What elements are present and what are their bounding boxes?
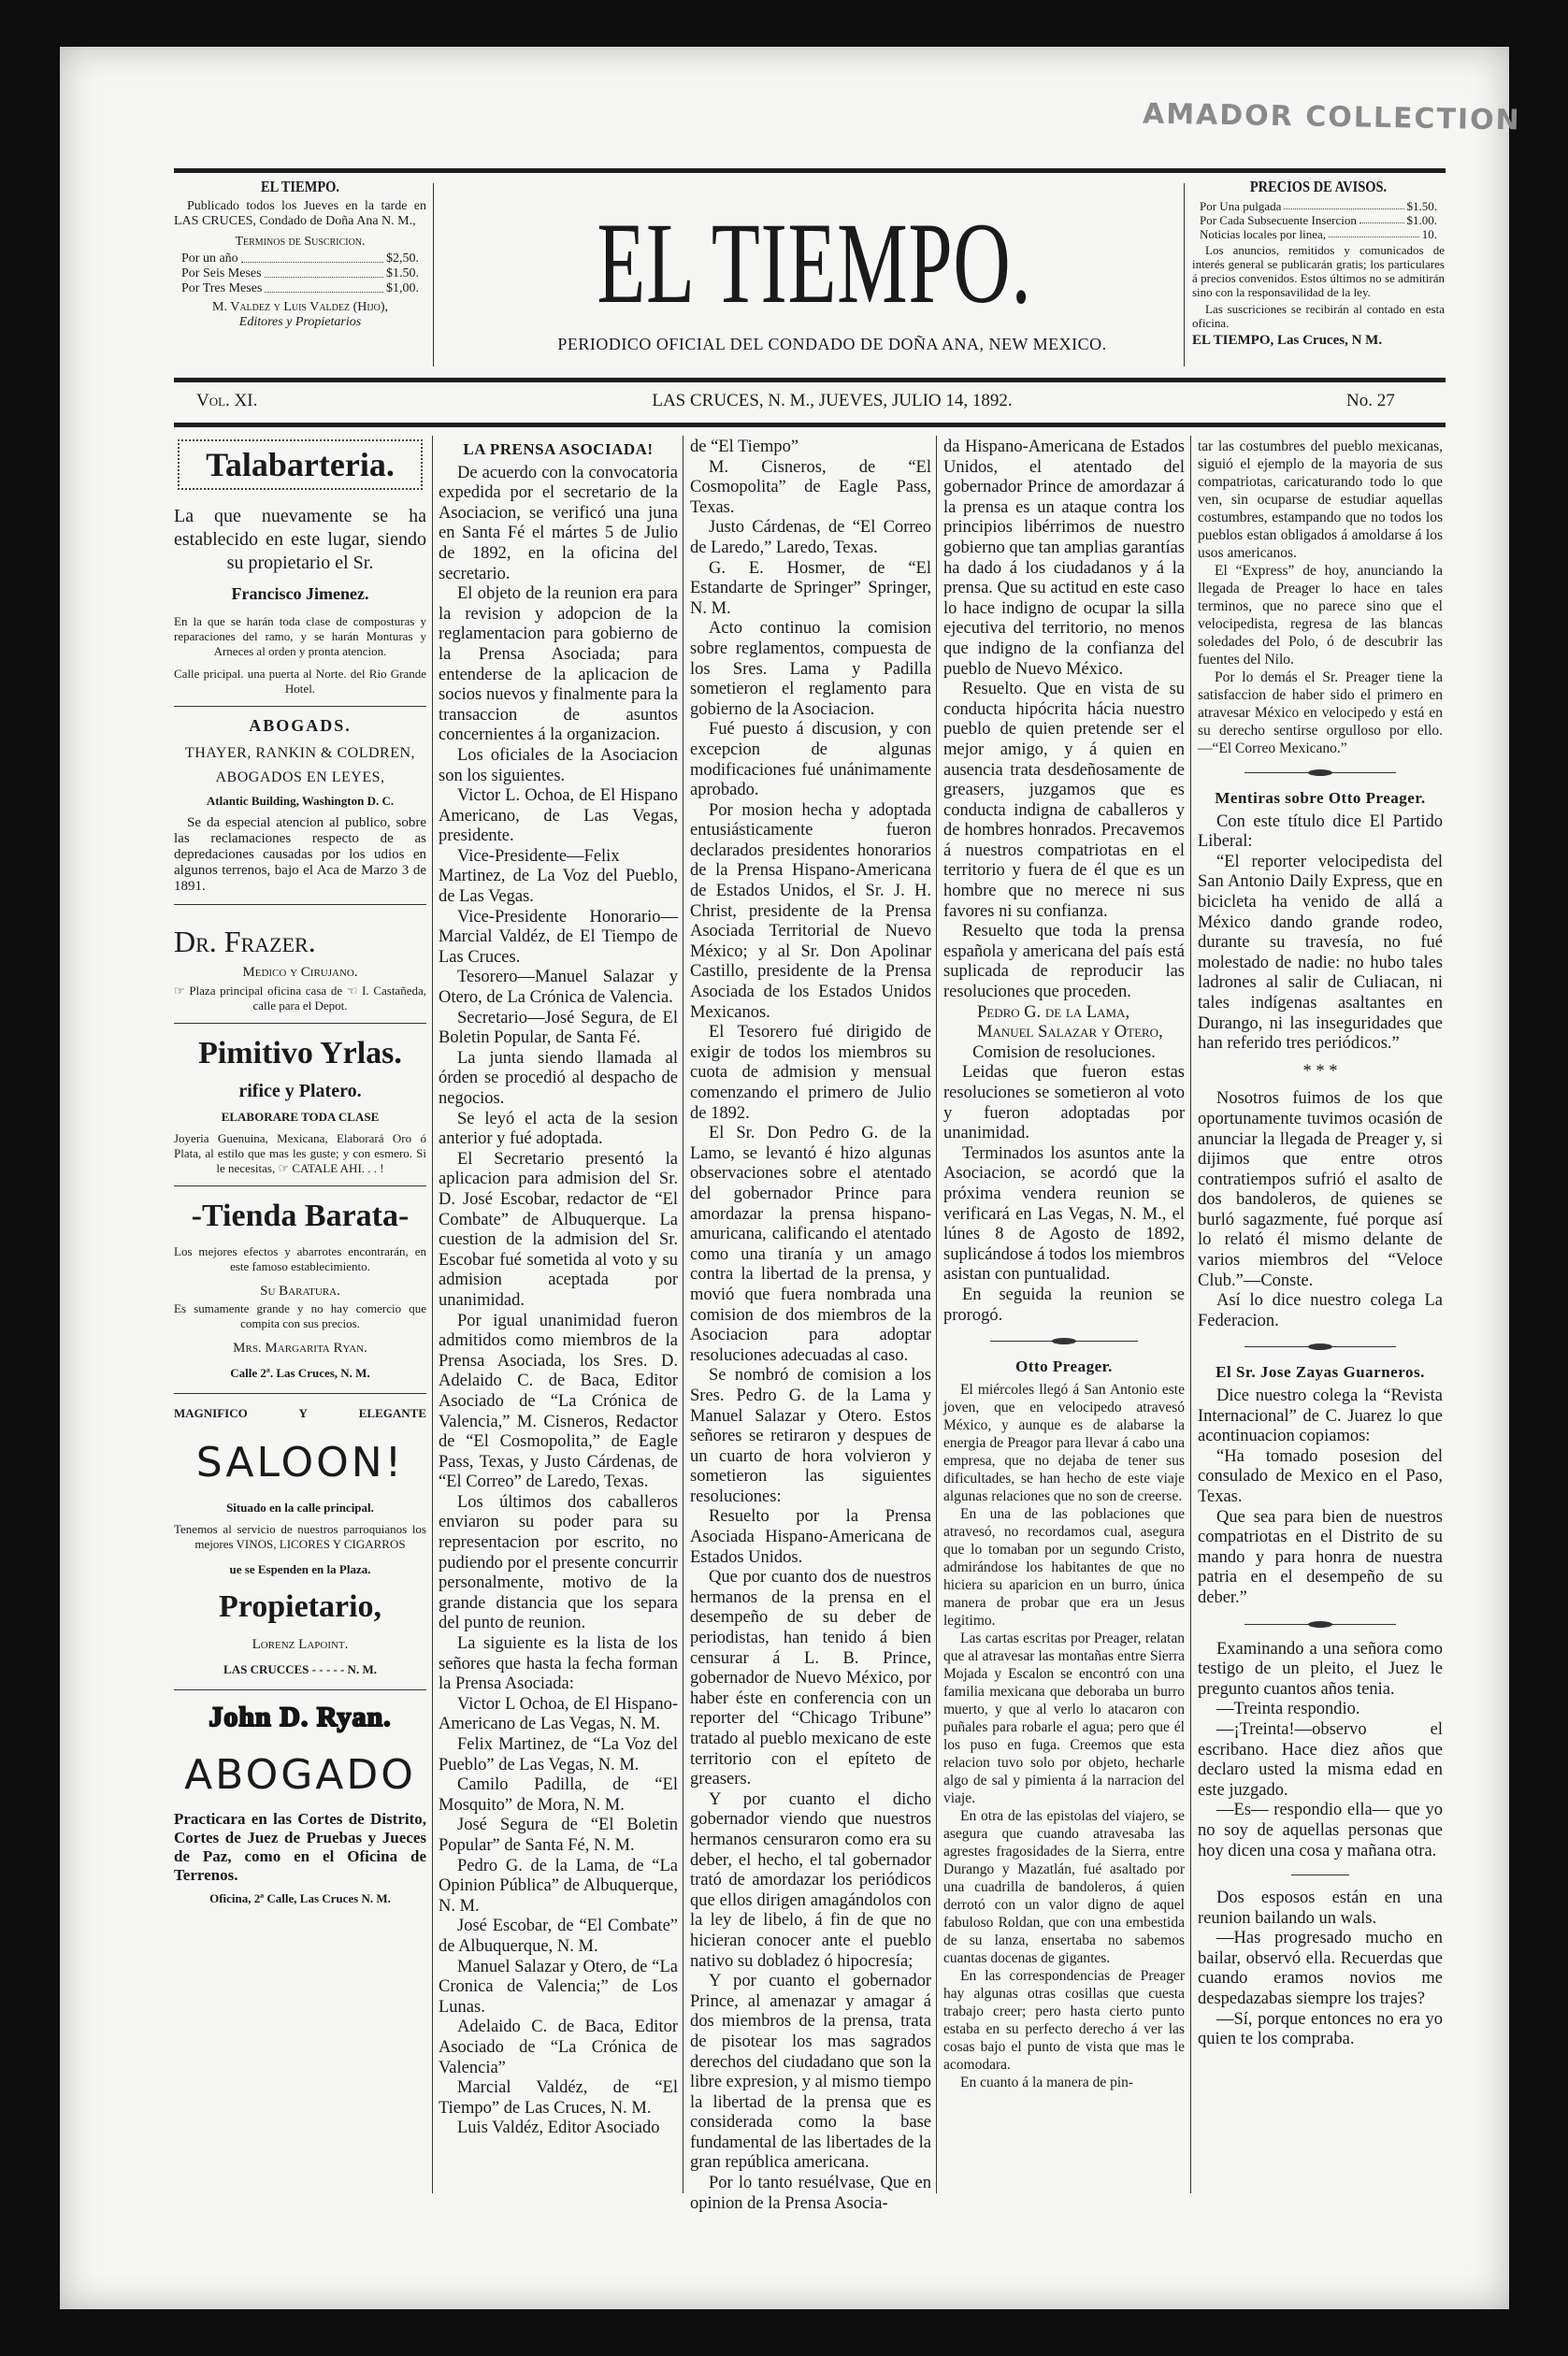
advertisement-text: MAGNIFICO Y ELEGANTE — [174, 1405, 426, 1420]
article-paragraph: José Segura de “El Boletin Popular” de Santa Fé, N. M. — [439, 1816, 678, 1855]
advertisement-text: -Tienda Barata- — [191, 1198, 410, 1233]
editors-role: Editores y Propietarios — [238, 315, 362, 329]
article-paragraph: —Sí, porque entonces no era yo quien te los compraba. — [1198, 2009, 1443, 2049]
advertisement-text: Oficina, 2ª Calle, Las Cruces N. M. — [209, 1890, 391, 1905]
section-divider — [174, 1023, 426, 1024]
newspaper-title: EL TIEMPO. — [597, 198, 1032, 328]
article-paragraph: Nosotros fuimos de los que oportunamente tuvimos ocasión de anunciar la llegada de Preager y, si dijimos que entre otros contratiempos sufrió el asalto de dos bandoleros, de quienes se burló sagazmente, fué porque así lo relató él mismo delante de varios miembros del “Veloce Club.”—Conste. — [1198, 1089, 1443, 1290]
advertisement-text: ABOGADS. — [249, 715, 352, 735]
article-paragraph: En otra de las epistolas del viajero, se asegura que cuando atravesaba las agrestes fragosidades de la Sierra, entre Durango y Mazatlán, fué asaltado por una cuadrilla de bandoleros, á quien derrotó con un valor digno de aquel fabuloso Roldan, que con una embestida de su lanza, ensertaba no sabemos cuantas docenas de gigantes. — [943, 1807, 1185, 1966]
newspaper-subtitle: PERIODICO OFICIAL DEL CONDADO DE DOÑA ANA, NEW MEXICO. — [557, 335, 1107, 353]
advertisement-text: La que nuevamente se ha establecido en este lugar, siendo su propietario el Sr. — [174, 506, 426, 573]
rate-label: Por un año — [181, 251, 238, 266]
masthead-top-rule — [174, 168, 1446, 173]
advertisement-text: SALOON! — [195, 1439, 405, 1487]
subscription-rate — [181, 281, 419, 296]
article-paragraph: Comision de resoluciones. — [972, 1042, 1156, 1062]
subscription-rate — [181, 251, 419, 266]
advertisement-text: Mrs. Margarita Ryan. — [233, 1341, 367, 1357]
article-paragraph: El Sr. Don Pedro G. de la Lamo, se levantó é hizo algunas observaciones sobre el atentado del gobernador Prince para amordazar la prensa hispano-amuricana, calificando el atentado como una tiranía y un amago contra la libertad de la prensa, y movió que fuera nombrada una comision de dos miembros de la Asociacion para adoptar resoluciones adecuadas al caso. — [690, 1124, 931, 1365]
article-paragraph: Leidas que fueron estas resoluciones se sometieron al voto y fueron adoptadas por unanimidad. — [943, 1063, 1185, 1143]
rate-label: Noticias locales por linea, — [1200, 227, 1327, 241]
article-paragraph: —Has progresado mucho en bailar, observó ella. Recuerdas que cuando eramos novios me despedazabas siempre los trajes? — [1198, 1929, 1443, 2009]
article-paragraph: Y por cuanto el dicho gobernador viendo que nuestros hermanos censuraron como era su deber, el hecho, el tal gobernador trató de amordazar los periódicos que ellos dirigen amagándolos con la ley de libelo, á fin de que no hicieran conocer ante el pueblo nativo su dobladez ó hipocresía; — [690, 1789, 931, 1971]
article-paragraph: En cuanto á la manera de pin- — [960, 2074, 1134, 2090]
issue-number: No. 27 — [1346, 391, 1395, 410]
advertisement-text: Atlantic Building, Washington D. C. — [206, 794, 395, 809]
article-paragraph: Vice-Presidente Honorario—Marcial Valdéz, de El Tiempo de Las Cruces. — [439, 907, 678, 967]
article-paragraph: Y por cuanto el gobernador Prince, al amenazar y amagar á dos miembros de la prensa, trata de pisotear los mas sagrados derechos del ciudadano que son la libre expresion, y al mismo tiempo la libertad de la prensa que es considerada como la base fundamental de las libertades de la gran república americana. — [690, 1972, 931, 2173]
article-paragraph: De acuerdo con la convocatoria expedida por el secretario de la Asociacion, se verificó una juna en Santa Fé el mártes 5 de Julio de 1892, en la oficina del secretario. — [439, 463, 678, 583]
advertising-rate — [1200, 199, 1437, 213]
article-paragraph: Por mosion hecha y adoptada entusiásticamente fueron declarados presidentes honorarios de la Prensa Hispano-Americana de Estados Unidos, el Sr. J. H. Christ, presidente de la Prensa Asociada Territorial de Nuevo México; y al Sr. Don Apolinar Castillo, presidente de la Prensa Asociada de los Estados Unidos Mexicanos. — [690, 800, 931, 1022]
article-paragraph: Felix Martinez, de “La Voz del Pueblo” de Las Vegas, N. M. — [439, 1735, 678, 1774]
dateline-rule — [174, 423, 1446, 427]
advertisement-text: Dr. Frazer. — [174, 924, 316, 958]
article-paragraph: Que por cuanto dos de nuestros hermanos de la prensa en el desempeño de su deber de periodistas, han tenido á bien censurar á L. B. Prince, gobernador de Nuevo México, por haber éste en conferencia con un reporter del “Chicago Tribune” tratado al pueblo mexicano de este territorio con el epíteto de greasers. — [690, 1568, 931, 1789]
subscription-notice: Las suscriciones se recibirán al contado en esta oficina. — [1192, 302, 1445, 330]
subscription-terms-heading: Terminos de Suscricion. — [235, 235, 366, 249]
article-paragraph: Camilo Padilla, de “El Mosquito” de Mora, N. M. — [439, 1775, 678, 1815]
column-divider — [1190, 436, 1191, 2193]
article-paragraph: Terminados los asuntos ante la Asociacion, se acordó que la próxima vendera reunion se verificará en Las Vegas, N. M., el lúnes 8 de Agosto de 1892, suplicándose á todos los miembros asistan con puntualidad. — [943, 1143, 1185, 1285]
article-paragraph: Secretario—José Segura, de El Boletin Popular, de Santa Fé. — [439, 1008, 678, 1048]
rate-label: Por Tres Meses — [181, 281, 263, 295]
rate-price: $1.50. — [386, 266, 419, 280]
article-paragraph: Pedro G. de la Lama, — [977, 1002, 1130, 1022]
article-paragraph: Que sea para bien de nuestros compatriotas en el Distrito de su mando y para honra de nuestra patria en el desempeño de su deber.” — [1198, 1507, 1443, 1607]
advertisement-text: rifice y Platero. — [238, 1080, 362, 1101]
news-column — [943, 438, 1185, 2195]
article-paragraph: —Es— respondio ella— que yo no soy de aquellas personas que hoy dicen una cosa y mañana otra. — [1198, 1801, 1443, 1860]
article-paragraph: —Treinta respondio. — [1216, 1700, 1360, 1719]
advertisement-text: Tenemos al servicio de nuestros parroquianos los mejores VINOS, LICORES Y CIGARROS — [174, 1521, 426, 1551]
article-paragraph: Los últimos dos caballeros enviaron su poder para su representacion por escrito, no pudiendo por el presente concurrir personalmente, motivo de la grande distancia que los separa del punto de reunion. — [439, 1492, 678, 1633]
article-paragraph: Examinando a una señora como testigo de un pleito, el Juez le pregunto cuantos años tenia. — [1198, 1639, 1443, 1699]
advertisement-text: Pimitivo Yrlas. — [198, 1035, 402, 1070]
advertisement-text: ABOGADOS EN LEYES, — [215, 769, 385, 785]
news-column — [690, 438, 931, 2213]
article-paragraph: En las correspondencias de Preager hay algunas otras cosillas que cuesta trabajo creer; pero hasta cierto punto estaba en su perfecto derecho á ver las cosas bajo el punto de vista que mas le acomodara. — [943, 1967, 1185, 2073]
article-paragraph: G. E. Hosmer, de “El Estandarte de Springer” Springer, N. M. — [690, 558, 931, 618]
advertisement-text: THAYER, RANKIN & COLDREN, — [184, 745, 416, 762]
article-paragraph: da Hispano-Americana de Estados Unidos, el atentado del gobernador Prince de amordazar á la prensa es un ataque contra los principios libérrimos de nuestro gobierno que tan amplias garantías ha dado á los ciudadanos y á la prensa. Que su actitud en este caso lo hace indigno de ocupar la silla ejecutiva del territorio, no menos que indigno de la confianza del pueblo de Nuevo México. — [943, 438, 1185, 679]
article-paragraph: Luis Valdéz, Editor Asociado — [457, 2119, 660, 2138]
article-paragraph: El “Express” de hoy, anunciando la llegada de Preager lo hace en tales terminos, que no parece sino que el velocipedista, regresa de las blancas soledades del Polo, ó de descubrir las fuentes del Nilo. — [1198, 563, 1443, 668]
section-divider — [174, 1393, 426, 1394]
column-divider — [432, 436, 433, 2193]
rate-price: 10. — [1421, 227, 1437, 241]
article-paragraph: Pedro G. de la Lama, de “La Opinion Pública” de Albuquerque, N. M. — [439, 1856, 678, 1916]
article-paragraph: Vice-Presidente—Felix Martinez, de La Voz del Pueblo, de Las Vegas. — [439, 846, 678, 907]
rate-price: $1,00. — [386, 281, 419, 295]
article-paragraph: Los oficiales de la Asociacion son los siguientes. — [439, 745, 678, 785]
article-paragraph: Manuel Salazar y Otero, de “La Cronica de Valencia;” de Los Lunas. — [439, 1957, 678, 2017]
advertisement-text: Situado en la calle principal. — [226, 1501, 374, 1516]
article-paragraph: “El reporter velocipedista del San Antonio Daily Express, que en bicicleta ha venido de allá a México dando grande rodeo, durante su travesía, no fué molestado de nadie: no hubo tales ladrones al salir de Culiacan, ni tales indígenas asaltantes en Durango, ni las inseguridades que han referido tres periódicos.” — [1198, 852, 1443, 1054]
section-divider — [1244, 772, 1396, 773]
article-paragraph: Las cartas escritas por Preager, relatan que al atravesar las montañas entre Sierra Mojada y Escalon se encontró con una familia mexicana que deboraba un burro muerto, y que al verlo lo atacaron con puñales para robarle el agua; pero que él los puso en fuga. Creemos que esta relacion tuvo solo por objeto, hecharle algo de sal y pimienta á la narracion del viaje. — [943, 1630, 1185, 1806]
article-paragraph: Dos esposos están en una reunion bailando un wals. — [1198, 1889, 1443, 1928]
advertisement-text: Joyeria Guenuina, Mexicana, Elaborará Oro ó Plata, al estilo que mas les guste; y con esmero. Si le necesitas, ☞ CATALE AHI. . . ! — [174, 1130, 426, 1175]
article-paragraph: Fué puesto á discusion, y con excepcion de algunas modificaciones fué unánimamente aprobado. — [690, 720, 931, 800]
publication-notice: Publicado todos los Jueves en la tarde en LAS CRUCES, Condado de Doña Ana N. M., — [174, 199, 426, 228]
masthead-bottom-rule — [174, 378, 1446, 382]
section-divider — [174, 706, 426, 707]
news-column — [439, 438, 678, 2195]
advertisement-text: LAS CRUCCES - - - - - N. M. — [223, 1661, 377, 1676]
masthead-divider-left — [433, 183, 434, 366]
rate-label: Por Cada Subsecuente Insercion — [1200, 213, 1357, 227]
article-paragraph: Justo Cárdenas, de “El Correo de Laredo,” Laredo, Texas. — [690, 518, 931, 557]
article-paragraph: Acto continuo la comision sobre reglamentos, compuesta de los Sres. Lama y Padilla sometieron el reglamento para gobierno de la Asociacion. — [690, 619, 931, 719]
section-divider — [990, 1341, 1138, 1342]
rate-label: Por Seis Meses — [181, 266, 262, 280]
office-signature: EL TIEMPO, Las Cruces, N M. — [1192, 333, 1383, 348]
article-paragraph: Resuelto que toda la prensa española y americana del país está suplicada de reproducir las resoluciones que proceden. — [943, 922, 1185, 1002]
advertisement-text: Se da especial atencion al publico, sobre las reclamaciones respecto de as depredaciones causadas por los udios en algunos terrenos, bajo el Aca de Marzo 3 de 1891. — [174, 814, 426, 894]
section-divider — [1244, 1624, 1396, 1625]
article-paragraph: Se nombró de comision a los Sres. Pedro G. de la Lama y Manuel Salazar y Otero. Estos señores se retiraron y despues de un cuarto de hora volvieron y sometieron las siguientes resoluciones: — [690, 1366, 931, 1506]
article-paragraph: Adelaido C. de Baca, Editor Asociado de “La Crónica de Valencia” — [439, 2018, 678, 2077]
advertisement-text: Su Baratura. — [260, 1283, 340, 1299]
article-paragraph: Por lo tanto resuélvase, Que en opinion de la Prensa Asocia- — [690, 2174, 931, 2213]
article-paragraph: de “El Tiempo” — [690, 438, 799, 456]
advertising-notice: Los anuncios, remitidos y comunicados de interés general se publicarán gratis; los particulares á precios convenidos. Estos últimos no se admitirán sino con la responsavilidad de la ley. — [1192, 243, 1445, 299]
advertisement-text: Propietario, — [218, 1589, 382, 1625]
article-paragraph: En seguida la reunion se prorogó. — [943, 1285, 1185, 1325]
advertisement-text: Es sumamente grande y no hay comercio que compita con sus precios. — [174, 1301, 426, 1331]
article-paragraph: Resuelto por la Prensa Asociada Hispano-Americana de Estados Unidos. — [690, 1507, 931, 1567]
collection-stamp: AMADOR COLLECTION — [1142, 97, 1522, 137]
rate-price: $2,50. — [386, 251, 419, 266]
subscription-rate — [181, 266, 419, 281]
advertisement-text: ABOGADO — [184, 1750, 416, 1799]
article-paragraph: * * * — [1302, 1061, 1338, 1081]
article-headline: El Sr. Jose Zayas Guarneros. — [1216, 1363, 1425, 1382]
section-divider — [174, 1689, 426, 1690]
article-paragraph: La junta siendo llamada al órden se procedió al despacho de negocios. — [439, 1048, 678, 1108]
article-paragraph: Marcial Valdéz, de “El Tiempo” de Las Cruces, N. M. — [439, 2078, 678, 2118]
article-paragraph: Victor L. Ochoa, de El Hispano Americano, de Las Vegas, presidente. — [439, 786, 678, 846]
article-headline: LA PRENSA ASOCIADA! — [463, 440, 654, 458]
article-paragraph: tar las costumbres del pueblo mexicanas, siguió el ejemplo de la mayoria de sus compatriotas, caricaturando todo lo que ven, sin ocuparse de estudiar aquellas costumbres, estampando que no todos los pueblos estan obligados á amoldarse á los usos americanos. — [1198, 438, 1443, 561]
article-paragraph: El objeto de la reunion era para la revision y adopcion de la reglamentacion para gobierno de la Prensa Asociada; para entenderse de la aplicacion de socios nuevos y finalmente para la transaccion de asuntos concernientes á la organizacion. — [439, 584, 678, 745]
advertising-rate — [1200, 213, 1437, 227]
article-paragraph: El Secretario presentó la aplicacion para admision del Sr. D. José Escobar, redactor de “El Combate” de Albuquerque. La cuestion de la admision del Sr. Escobar fué sometida al voto y su admision aceptada por unanimidad. — [439, 1149, 678, 1310]
article-headline: Otto Preager. — [1015, 1358, 1113, 1376]
volume-number: Vol. XI. — [196, 391, 258, 410]
article-paragraph: Así lo dice nuestro colega La Federacion. — [1198, 1291, 1443, 1330]
advertisement-text: John D. Ryan. — [209, 1701, 392, 1732]
article-paragraph: Dice nuestro colega la “Revista Internacional” de C. Juarez lo que acontinuacion copiamos: — [1198, 1386, 1443, 1446]
advertising-rates-title: PRECIOS DE AVISOS. — [1249, 178, 1388, 195]
advertisement-text: En la que se harán toda clase de composturas y reparaciones del ramo, y se harán Monturas y Arneces al orden y pronta atencion. — [174, 613, 426, 658]
article-paragraph: “Ha tomado posesion del consulado de Mexico en el Paso, Texas. — [1198, 1446, 1443, 1506]
advertising-rate — [1200, 227, 1437, 241]
article-paragraph: Por lo demás el Sr. Preager tiene la satisfaccion de haber sido el primero en atravesar México en velocipedo y está en su derecho sentirse orgulloso por ello.—“El Correo Mexicano.” — [1198, 669, 1443, 756]
article-paragraph: Resuelto. Que en vista de su conducta hipócrita hácia nuestro pueblo de quien pretende ser el mejor amigo, y á quien en ausencia trata desdeñosamente de greasers, juzgamos que es conducta indigna de caballeros y de hombres honrados. Precavemos á nuestros compatriotas en el territorio y fuera de él que es un hombre que no merece ni sus favores ni su confianza. — [943, 680, 1185, 921]
article-paragraph: Manuel Salazar y Otero, — [977, 1023, 1163, 1042]
subscription-box — [174, 178, 426, 330]
advertisement-text: Calle 2ª. Las Cruces, N. M. — [230, 1365, 370, 1380]
column-divider — [936, 436, 937, 2193]
article-paragraph: José Escobar, de “El Combate” de Albuquerque, N. M. — [439, 1917, 678, 1956]
article-paragraph: —¡Treinta!—observo el escribano. Hace diez años que declaro usted la misma edad en este juzgado. — [1198, 1719, 1443, 1800]
rate-price: $1.00. — [1406, 213, 1437, 227]
article-paragraph: Con este título dice El Partido Liberal: — [1198, 812, 1443, 852]
subscription-box-title: EL TIEMPO. — [260, 178, 340, 195]
advertisement-text: Francisco Jimenez. — [231, 584, 369, 603]
article-paragraph: Por igual unanimidad fueron admitidos como miembros de la Prensa Asociada, los Sres. D. Adelaido C. de Baca, Editor Asociado de “La Crónica de Valencia,” M. Cisneros, Redactor de “El Cosmopolita,” de Eagle Pass, Texas, y Justo Cárdenas, de “El Correo” de Laredo, Texas. — [439, 1311, 678, 1492]
news-column — [1198, 438, 1443, 2195]
advertisement-text: Calle pricipal. una puerta al Norte. del Rio Grande Hotel. — [174, 666, 426, 696]
masthead-divider-right — [1184, 183, 1185, 366]
advertisement-text: ue se Espenden en la Plaza. — [229, 1561, 371, 1576]
rate-price: $1.50. — [1406, 199, 1437, 213]
article-headline: Mentiras sobre Otto Preager. — [1215, 789, 1426, 807]
advertisement-text: Los mejores efectos y abarrotes encontrarán, en este famoso establecimiento. — [174, 1243, 426, 1273]
article-paragraph: Se leyó el acta de la sesion anterior y fué adoptada. — [439, 1109, 678, 1149]
article-paragraph: Victor L Ochoa, de El Hispano-Americano de Las Vegas, N. M. — [439, 1694, 678, 1734]
article-paragraph: El miércoles llegó á San Antonio este joven, que en velocipedo atravesó México, y aunque es de alabarse la energia de Preagor para llevar á cabo una empresa, que no dejaba de tener sus dificultades, se han hecho de este viaje algunas relaciones que no son de creerse. — [943, 1381, 1185, 1504]
article-paragraph: La siguiente es la lista de los señores que hasta la fecha forman la Prensa Asociada: — [439, 1634, 678, 1694]
article-paragraph: En una de las poblaciones que atravesó, no recordamos cual, asegura que lo tomaban por un segundo Cristo, admirándose los habitantes de que no hiciera su aparicion en un burro, única manera de probar que era un Jesus legitimo. — [943, 1505, 1185, 1629]
article-paragraph: M. Cisneros, de “El Cosmopolita” de Eagle Pass, Texas. — [690, 457, 931, 517]
advertisement-text: Lorenz Lapoint. — [252, 1637, 349, 1653]
advertisement-text: Medico y Cirujano. — [242, 964, 358, 980]
advertisement-text: ELABORARE TODA CLASE — [221, 1110, 380, 1125]
section-divider — [174, 1185, 426, 1186]
advertisements-column — [174, 438, 426, 2195]
advertisement-text: ☞ Plaza principal oficina casa de ☜ I. Castañeda, calle para el Depot. — [174, 983, 426, 1013]
section-divider — [174, 904, 426, 905]
advertisement-text: Practicara en las Cortes de Distrito, Cortes de Juez de Pruebas y Jueces de Paz, como en el Oficina de Terrenos. — [174, 1809, 426, 1884]
advertising-rates-box — [1192, 178, 1445, 349]
advertisement-text: Talabarteria. — [178, 439, 423, 490]
article-paragraph: Tesorero—Manuel Salazar y Otero, de La Crónica de Valencia. — [439, 968, 678, 1008]
editors: M. Valdez y Luis Valdez (Hijo), — [212, 300, 388, 314]
section-divider — [1244, 1346, 1396, 1347]
rate-label: Por Una pulgada — [1200, 199, 1282, 213]
article-paragraph: El Tesorero fué dirigido de exigir de todos los miembros su cuota de admision y mensual comenzando el primero de Julio de 1892. — [690, 1023, 931, 1123]
issue-place-date: LAS CRUCES, N. M., JUEVES, JULIO 14, 1892. — [652, 391, 1013, 410]
